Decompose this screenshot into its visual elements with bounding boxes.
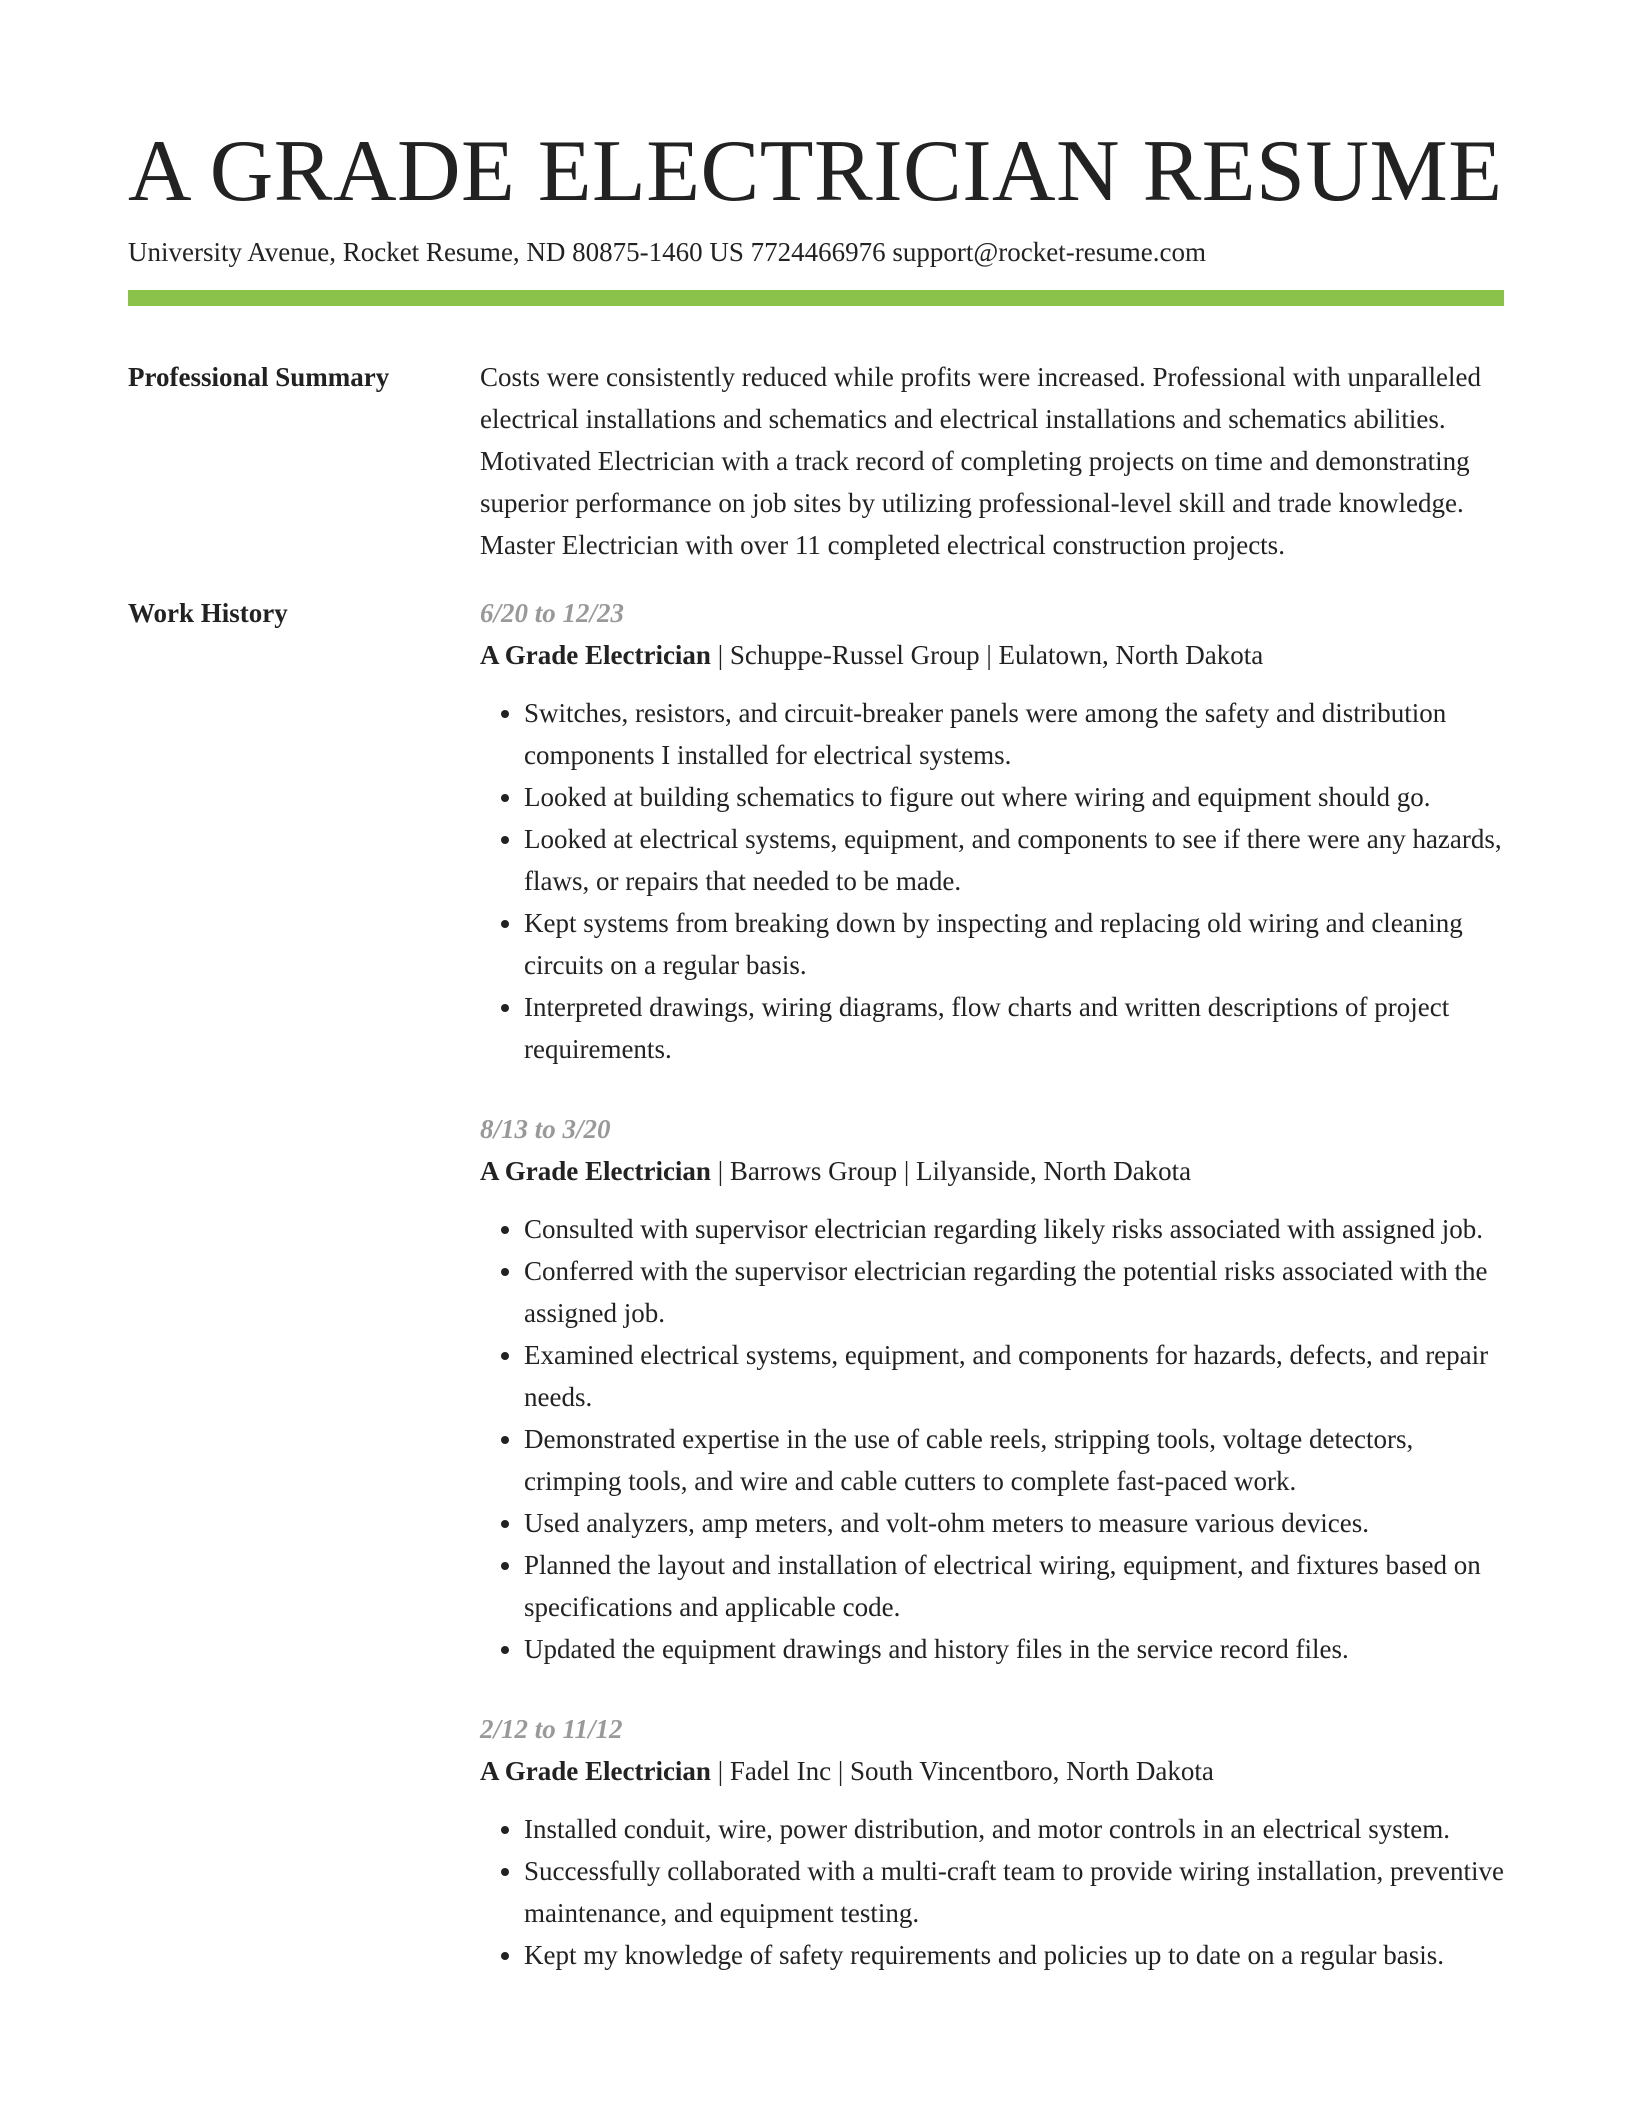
list-item: • Kept systems from breaking down by inspecting and replacing old wiring and cleaning circuits on a regular basis. (524, 902, 1504, 986)
job-dates: 6/20 to 12/23 (480, 598, 625, 628)
job-company-location: | Schuppe-Russel Group | Eulatown, North Dakota (710, 640, 1264, 670)
job-dates: 2/12 to 11/12 (480, 1714, 623, 1744)
list-item: • Looked at building schematics to figure out where wiring and equipment should go. (524, 776, 1504, 818)
job-heading (480, 1150, 1504, 1192)
summary-text: Costs were consistently reduced while profits were increased. Professional with unparalleled electrical installations and schematics and electrical installations and schematics abilities. Motivated Electrician with a track record of completing projects on time and demonstrating superior performance on job sites by utilizing professional-level skill and trade knowledge. Master Electrician with over 11 completed electrical construction projects. (480, 362, 1481, 560)
job-heading (480, 1750, 1504, 1792)
job-heading (480, 634, 1504, 676)
work-history-section (128, 592, 1504, 2014)
job-entry (480, 1708, 1504, 1976)
job-bullet-list (480, 1808, 1504, 1976)
job-title: A Grade Electrician (480, 640, 711, 670)
summary-section (128, 356, 1504, 566)
resume-page (128, 0, 1504, 2014)
contact-line: University Avenue, Rocket Resume, ND 80875-1460 US 7724466976 support@rocket-resume.com (128, 237, 1206, 267)
job-dates: 8/13 to 3/20 (480, 1114, 611, 1144)
list-item: • Successfully collaborated with a multi-craft team to provide wiring installation, preventive maintenance, and equipment testing. (524, 1850, 1504, 1934)
list-item: • Switches, resistors, and circuit-breaker panels were among the safety and distribution components I installed for electrical systems. (524, 692, 1504, 776)
summary-label: Professional Summary (128, 362, 390, 392)
job-bullet-list (480, 1208, 1504, 1670)
work-history-list (480, 592, 1504, 2014)
list-item: • Examined electrical systems, equipment, and components for hazards, defects, and repair needs. (524, 1334, 1504, 1418)
job-title: A Grade Electrician (480, 1756, 711, 1786)
list-item: • Consulted with supervisor electrician regarding likely risks associated with assigned job. (524, 1208, 1504, 1250)
job-title: A Grade Electrician (480, 1156, 711, 1186)
job-bullet-list (480, 692, 1504, 1070)
list-item: • Installed conduit, wire, power distribution, and motor controls in an electrical system. (524, 1808, 1504, 1850)
job-company-location: | Barrows Group | Lilyanside, North Dakota (710, 1156, 1192, 1186)
list-item: • Conferred with the supervisor electrician regarding the potential risks associated with the assigned job. (524, 1250, 1504, 1334)
list-item: • Kept my knowledge of safety requirements and policies up to date on a regular basis. (524, 1934, 1504, 1976)
work-history-label: Work History (128, 598, 288, 628)
list-item: • Updated the equipment drawings and history files in the service record files. (524, 1628, 1504, 1670)
job-entry (480, 592, 1504, 1070)
job-entry (480, 1108, 1504, 1670)
list-item: • Interpreted drawings, wiring diagrams, flow charts and written descriptions of project requirements. (524, 986, 1504, 1070)
accent-divider (128, 290, 1504, 306)
list-item: • Looked at electrical systems, equipment, and components to see if there were any hazards, flaws, or repairs that needed to be made. (524, 818, 1504, 902)
list-item: • Planned the layout and installation of electrical wiring, equipment, and fixtures based on specifications and applicable code. (524, 1544, 1504, 1628)
job-company-location: | Fadel Inc | South Vincentboro, North Dakota (710, 1756, 1214, 1786)
list-item: • Used analyzers, amp meters, and volt-ohm meters to measure various devices. (524, 1502, 1504, 1544)
resume-title: A GRADE ELECTRICIAN RESUME (128, 123, 1503, 220)
list-item: • Demonstrated expertise in the use of cable reels, stripping tools, voltage detectors, crimping tools, and wire and cable cutters to complete fast-paced work. (524, 1418, 1504, 1502)
